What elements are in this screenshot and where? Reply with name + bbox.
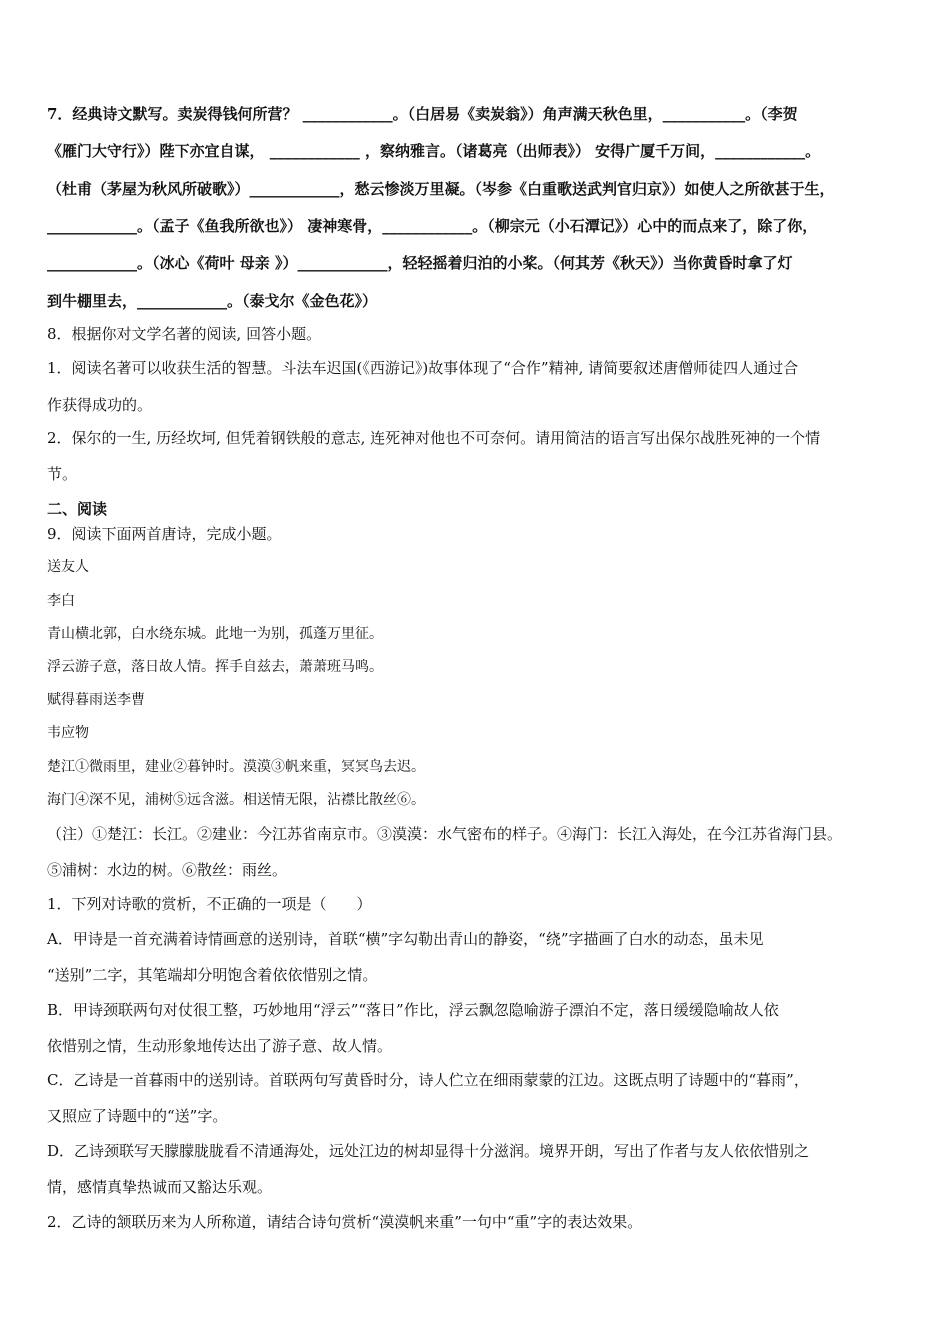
poem2-line-1: 楚江①微雨里，建业②暮钟时。漠漠③帆来重，冥冥鸟去迟。	[47, 759, 425, 775]
q8-intro: 8．根据你对文学名著的阅读, 回答小题。	[47, 325, 322, 343]
poem2-author: 韦应物	[47, 725, 89, 741]
poem2-title: 赋得暮雨送李曹	[47, 692, 145, 708]
q9-intro: 9．阅读下面两首唐诗，完成小题。	[47, 525, 282, 543]
option-a-line-1: A．甲诗是一首充满着诗情画意的送别诗，首联“横”字勾勒出青山的静姿，“绕”字描画了白水的动态，虽未见	[47, 930, 764, 948]
q7-line-6: 到牛棚里去，____________。（泰戈尔《金色花》）	[47, 292, 378, 310]
poem1-line-1: 青山横北郭，白水绕东城。此地一为别，孤蓬万里征。	[47, 626, 383, 642]
q9-sub1-question: 1．下列对诗歌的赏析，不正确的一项是（ ）	[47, 895, 372, 913]
q7-line-1: 7．经典诗文默写。卖炭得钱何所营？ ____________。（白居易《卖炭翁》）角声满天秋色里，___________。（李贺	[47, 105, 798, 123]
poem2-line-2: 海门④深不见，浦树⑤远含滋。相送情无限，沾襟比散丝⑥。	[47, 792, 425, 808]
section-heading: 二、阅读	[47, 500, 108, 518]
notes-line-2: ⑤浦树：水边的树。⑥散丝：雨丝。	[47, 861, 288, 879]
option-c-line-1: C．乙诗是一首暮雨中的送别诗。首联两句写黄昏时分，诗人伫立在细雨蒙蒙的江边。这既点明了诗题中的“暮雨”，	[47, 1071, 809, 1089]
option-a-line-2: “送别”二字，其笔端却分明饱含着依依惜别之情。	[47, 966, 378, 984]
q8-sub1-line-1: 1．阅读名著可以收获生活的智慧。斗法车迟国(《西游记》)故事体现了“合作”精神, 请简要叙述唐僧师徒四人通过合	[47, 359, 799, 377]
q7-line-3: （杜甫（茅屋为秋风所破歌》）____________，愁云惨淡万里凝。（岑参《白重歌送武判官归京》）如使人之所欲甚于生，	[47, 180, 835, 198]
q8-sub2-line-1: 2．保尔的一生, 历经坎坷, 但凭着钢铁般的意志, 连死神对他也不可奈何。请用简洁的语言写出保尔战胜死神的一个情	[47, 429, 821, 447]
q9-sub2-question: 2．乙诗的颔联历来为人所称道，请结合诗句赏析“漠漠帆来重”一句中“重”字的表达效果。	[47, 1213, 643, 1231]
poem1-title: 送友人	[47, 559, 89, 575]
option-d-line-1: D．乙诗颈联写天朦朦胧胧看不清通海处，远处江边的树却显得十分滋润。境界开朗，写出了作者与友人依依惜别之	[47, 1142, 810, 1160]
option-d-line-2: 情，感情真挚热诚而又豁达乐观。	[47, 1178, 273, 1196]
option-c-line-2: 又照应了诗题中的“送”字。	[47, 1107, 228, 1125]
q7-line-5: ____________。（冰心《荷叶 母亲 》）____________，轻轻摇着归泊的小桨。（何其芳《秋天》）当你黄昏时拿了灯	[47, 254, 793, 272]
q7-line-2: 《雁门大守行》）陛下亦宜自谋， ____________ ，察纳雅言。（诸葛亮（出师表》） 安得广厦千万间，____________。	[47, 142, 821, 160]
notes-line-1: （注）①楚江：长江。②建业：今江苏省南京市。③漠漠：水气密布的样子。④海门：长江入海处，在今江苏省海门县。	[47, 825, 843, 843]
option-b-line-2: 依惜别之情，生动形象地传达出了游子意、故人情。	[47, 1037, 393, 1055]
q7-line-4: ____________。（孟子《鱼我所欲也》） 凄神寒骨，____________。（柳宗元（小石潭记》）心中的而点来了，除了你，	[47, 217, 818, 235]
q8-sub1-line-2: 作获得成功的。	[47, 396, 153, 414]
poem1-line-2: 浮云游子意，落日故人情。挥手自兹去，萧萧班马鸣。	[47, 659, 383, 675]
q8-sub2-line-2: 节。	[47, 465, 78, 483]
poem1-author: 李白	[47, 593, 75, 609]
option-b-line-1: B．甲诗颈联两句对仗很工整，巧妙地用“浮云”“落日”作比，浮云飘忽隐喻游子漂泊不定，落日缓缓隐喻故人依	[47, 1001, 779, 1019]
